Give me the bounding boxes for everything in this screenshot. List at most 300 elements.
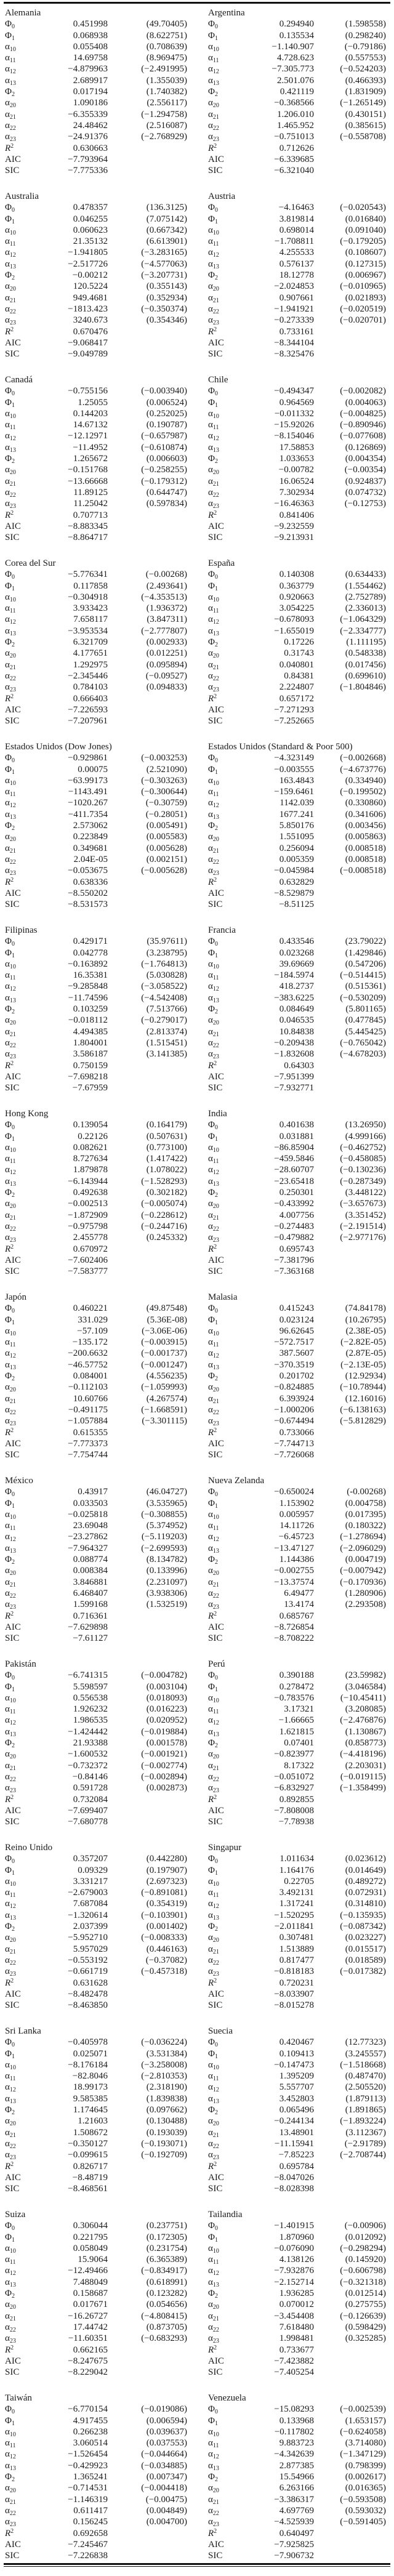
row-label-symbol: α bbox=[5, 1233, 10, 1243]
row-label-subscript: 2 bbox=[214, 2476, 218, 2484]
country-pair bbox=[0, 1659, 394, 1842]
row-label-symbol: α bbox=[5, 292, 10, 303]
coefficient-row bbox=[0, 2243, 197, 2254]
country-title-row bbox=[0, 925, 197, 936]
t-statistic: (0.018093) bbox=[146, 1693, 187, 1703]
coefficient-row bbox=[0, 2426, 197, 2437]
country-name: Francia bbox=[208, 925, 236, 935]
coefficient-row bbox=[0, 2254, 197, 2265]
t-statistic: (−4.808415) bbox=[141, 2311, 187, 2321]
row-label-subscript: 21 bbox=[9, 664, 16, 671]
row-label-symbol: AIC bbox=[208, 337, 224, 348]
coefficient-row bbox=[203, 2415, 394, 2426]
row-label-subscript: 20 bbox=[212, 1753, 219, 1761]
coefficient-row bbox=[203, 1876, 394, 1887]
coefficient-row bbox=[203, 18, 394, 30]
coefficient-row bbox=[203, 2232, 394, 2243]
t-statistic: (0.015517) bbox=[345, 1944, 386, 1954]
t-statistic: (−1.764813) bbox=[141, 959, 187, 969]
coefficient-row bbox=[203, 2183, 394, 2194]
t-statistic: (−0.514415) bbox=[340, 970, 386, 981]
row-label-symbol: Φ bbox=[208, 30, 215, 41]
coefficient-value: −8.047026 bbox=[274, 2172, 314, 2183]
coefficient-row bbox=[203, 1164, 394, 1175]
coefficient-value: 10.60766 bbox=[73, 1393, 108, 1404]
coefficient-value: −12.12971 bbox=[68, 431, 108, 441]
row-label-subscript: 12 bbox=[212, 2270, 219, 2277]
coefficient-row bbox=[0, 843, 197, 854]
t-statistic: (−2.708744) bbox=[340, 2150, 386, 2160]
coefficient-value: −383.6225 bbox=[274, 992, 314, 1003]
t-statistic: (0.355143) bbox=[146, 281, 187, 292]
row-label-symbol: Φ bbox=[5, 948, 12, 958]
country-title-row bbox=[0, 1842, 197, 1853]
row-label-subscript: 13 bbox=[212, 1731, 219, 1738]
row-label-subscript: 23 bbox=[9, 1420, 16, 1428]
coefficient-value: 0.390188 bbox=[279, 1670, 314, 1681]
coefficient-value: −8.229042 bbox=[68, 2367, 108, 2378]
row-label-symbol: α bbox=[5, 465, 10, 475]
coefficient-row bbox=[203, 2516, 394, 2527]
t-statistic: (0.515361) bbox=[345, 981, 386, 992]
coefficient-row bbox=[203, 1049, 394, 1060]
coefficient-row bbox=[0, 786, 197, 797]
t-statistic: (−0.624058) bbox=[340, 2426, 386, 2437]
coefficient-value: 8.17322 bbox=[284, 1760, 314, 1771]
coefficient-row bbox=[203, 715, 394, 727]
coefficient-value: −1.000206 bbox=[274, 1404, 314, 1415]
row-label-superscript: 2 bbox=[10, 2527, 14, 2535]
row-label-subscript: 21 bbox=[212, 1581, 219, 1588]
row-label-subscript: 22 bbox=[9, 491, 16, 499]
row-label-symbol: Φ bbox=[208, 753, 215, 763]
row-label-subscript: 23 bbox=[212, 320, 219, 327]
coefficient-value: −11.4952 bbox=[73, 442, 108, 453]
coefficient-value: 13.48901 bbox=[279, 2127, 314, 2138]
coefficient-value: −8.864717 bbox=[68, 533, 108, 543]
row-label-symbol: Φ bbox=[5, 454, 12, 464]
coefficient-value: 1.033653 bbox=[279, 454, 314, 464]
country-block bbox=[0, 2393, 197, 2561]
row-label-subscript: 11 bbox=[9, 1892, 16, 1899]
coefficient-value: 0.135534 bbox=[279, 30, 314, 41]
row-label-symbol: AIC bbox=[5, 2539, 21, 2550]
row-label-symbol: α bbox=[5, 132, 10, 142]
row-label-symbol: α bbox=[5, 1210, 10, 1220]
coefficient-value: −2.517726 bbox=[68, 259, 108, 269]
coefficient-row bbox=[203, 2071, 394, 2082]
row-label-subscript: 11 bbox=[9, 1158, 16, 1165]
coefficient-row bbox=[203, 1142, 394, 1153]
t-statistic: (−0.004418) bbox=[141, 2483, 187, 2493]
row-label-subscript: 10 bbox=[9, 596, 16, 603]
t-statistic: (2.38E-05) bbox=[345, 1326, 386, 1336]
coefficient-value: 0.256094 bbox=[279, 843, 314, 853]
coefficient-value: 0.046535 bbox=[279, 1015, 314, 1026]
row-label-symbol: AIC bbox=[5, 154, 21, 164]
coefficient-value: 0.576137 bbox=[279, 259, 314, 269]
row-label-subscript: 1 bbox=[214, 1502, 218, 1510]
country-name: México bbox=[5, 1476, 33, 1486]
row-label-subscript: 20 bbox=[9, 1937, 16, 1944]
coefficient-value: 1.292975 bbox=[73, 659, 108, 670]
coefficient-row bbox=[0, 2149, 197, 2160]
row-label-symbol: SIC bbox=[5, 716, 20, 727]
row-label-symbol: α bbox=[5, 53, 10, 63]
country-block bbox=[0, 1108, 197, 1277]
coefficient-row bbox=[203, 936, 394, 947]
row-label-symbol: Φ bbox=[5, 1498, 12, 1508]
country-name: Corea del Sur bbox=[5, 558, 56, 568]
coefficient-row bbox=[203, 843, 394, 854]
coefficient-row bbox=[203, 797, 394, 808]
coefficient-value: −7.405254 bbox=[274, 2367, 314, 2378]
row-label-subscript: 12 bbox=[9, 252, 16, 259]
row-label-symbol: Φ bbox=[5, 2232, 12, 2242]
t-statistic: (13.26950) bbox=[345, 1120, 386, 1130]
row-label-subscript: 0 bbox=[214, 2042, 218, 2049]
row-label-symbol: α bbox=[208, 1221, 213, 1231]
coefficient-value: 5.850176 bbox=[279, 821, 314, 831]
country-block bbox=[0, 2026, 197, 2194]
t-statistic: (−0.765042) bbox=[340, 1037, 386, 1048]
t-statistic: (−0.593508) bbox=[340, 2494, 386, 2505]
t-statistic: (0.001402) bbox=[146, 1922, 187, 1932]
row-label-symbol: α bbox=[208, 1566, 213, 1576]
t-statistic: (0.005583) bbox=[146, 832, 187, 842]
t-statistic: (8.134782) bbox=[146, 1555, 187, 1565]
row-label-superscript: 2 bbox=[10, 693, 14, 700]
coefficient-value: 0.920663 bbox=[279, 592, 314, 602]
row-label-symbol: Φ bbox=[5, 2037, 12, 2048]
row-label-subscript: 22 bbox=[9, 858, 16, 866]
row-label-symbol: α bbox=[5, 1693, 10, 1703]
coefficient-value: 0.638336 bbox=[73, 877, 108, 887]
t-statistic: (5.445425) bbox=[345, 1026, 386, 1037]
coefficient-row bbox=[203, 1393, 394, 1404]
coefficient-row bbox=[203, 2437, 394, 2449]
row-label-subscript: 10 bbox=[9, 963, 16, 970]
coefficient-row bbox=[203, 2082, 394, 2093]
coefficient-row bbox=[203, 2426, 394, 2437]
coefficient-row bbox=[203, 1966, 394, 1977]
row-label-symbol: Φ bbox=[5, 2472, 12, 2482]
coefficient-row bbox=[203, 659, 394, 670]
row-label-subscript: 1 bbox=[11, 34, 15, 42]
coefficient-value: 0.685767 bbox=[279, 1611, 314, 1621]
row-label-symbol: α bbox=[208, 992, 213, 1003]
coefficient-row bbox=[0, 1244, 197, 1255]
t-statistic: (4.267574) bbox=[146, 1393, 187, 1404]
row-label-superscript: 2 bbox=[214, 876, 217, 883]
row-label-symbol: α bbox=[5, 442, 10, 453]
t-statistic: (0.037553) bbox=[146, 2438, 187, 2449]
coefficient-row bbox=[0, 704, 197, 715]
t-statistic: (0.002151) bbox=[146, 854, 187, 864]
row-label-symbol: R bbox=[5, 143, 11, 153]
t-statistic: (74.84178) bbox=[345, 1303, 386, 1314]
coefficient-value: 1.153902 bbox=[279, 1498, 314, 1508]
coefficient-value: 0.817477 bbox=[279, 1955, 314, 1965]
coefficient-value: −0.661719 bbox=[68, 1966, 108, 1977]
row-label-symbol: α bbox=[5, 2266, 10, 2276]
row-label-subscript: 1 bbox=[11, 768, 15, 776]
row-label-symbol: Φ bbox=[5, 637, 12, 648]
coefficient-value: 0.733066 bbox=[279, 1427, 314, 1438]
coefficient-value: 1.174645 bbox=[73, 2105, 108, 2115]
coefficient-row bbox=[0, 1037, 197, 1049]
row-label-subscript: 0 bbox=[11, 2042, 15, 2049]
t-statistic: (−0.298294) bbox=[340, 2243, 386, 2253]
coefficient-row bbox=[0, 1382, 197, 1393]
row-label-symbol: α bbox=[5, 1955, 10, 1965]
row-label-subscript: 1 bbox=[11, 2420, 15, 2427]
row-label-symbol: α bbox=[208, 2150, 213, 2160]
row-label-symbol: AIC bbox=[208, 888, 224, 898]
coefficient-value: −0.405978 bbox=[68, 2037, 108, 2048]
coefficient-row bbox=[203, 131, 394, 142]
coefficient-value: 0.478357 bbox=[73, 203, 108, 213]
row-label-subscript: 20 bbox=[212, 2487, 219, 2495]
t-statistic: (−1.528293) bbox=[141, 1176, 187, 1186]
t-statistic: (1.891865) bbox=[345, 2105, 386, 2115]
coefficient-row bbox=[203, 682, 394, 693]
row-label-subscript: 12 bbox=[212, 1169, 219, 1177]
row-label-symbol: R bbox=[208, 1244, 214, 1254]
coefficient-row bbox=[0, 1771, 197, 1782]
country-name: Alemania bbox=[5, 8, 41, 18]
row-label-subscript: 21 bbox=[212, 2131, 219, 2139]
row-label-subscript: 0 bbox=[214, 574, 218, 581]
coefficient-value: 0.662165 bbox=[73, 2345, 108, 2355]
coefficient-value: −184.5974 bbox=[274, 970, 314, 981]
row-label-symbol: Φ bbox=[208, 1314, 215, 1325]
row-label-subscript: 20 bbox=[9, 469, 16, 477]
table-bottom-rule bbox=[4, 2563, 390, 2565]
coefficient-value: −8.028398 bbox=[274, 2184, 314, 2194]
coefficient-value: 0.201702 bbox=[279, 1371, 314, 1382]
country-pair bbox=[0, 191, 394, 374]
coefficient-row bbox=[0, 1142, 197, 1153]
coefficient-row bbox=[0, 809, 197, 820]
row-label-symbol: Φ bbox=[5, 2105, 12, 2115]
coefficient-value: 3.492131 bbox=[279, 1888, 314, 1898]
coefficient-value: −1813.423 bbox=[68, 304, 108, 314]
coefficient-value: −11.74596 bbox=[68, 992, 108, 1003]
row-label-subscript: 10 bbox=[9, 46, 16, 53]
coefficient-row bbox=[203, 2115, 394, 2127]
row-label-subscript: 13 bbox=[9, 630, 16, 637]
t-statistic: (0.014649) bbox=[345, 1865, 386, 1875]
coefficient-row bbox=[0, 109, 197, 120]
coefficient-row bbox=[0, 1588, 197, 1599]
t-statistic: (0.618991) bbox=[146, 2277, 187, 2287]
row-label-symbol: Φ bbox=[5, 2404, 12, 2415]
coefficient-row bbox=[203, 1611, 394, 1622]
row-label-symbol: α bbox=[208, 2333, 213, 2344]
row-label-subscript: 12 bbox=[212, 1720, 219, 1727]
row-label-subscript: 10 bbox=[9, 2247, 16, 2255]
row-label-symbol: α bbox=[208, 442, 213, 453]
t-statistic: (0.008518) bbox=[345, 843, 386, 853]
row-label-symbol: α bbox=[5, 248, 10, 258]
country-pair bbox=[0, 1292, 394, 1475]
coefficient-value: −0.025818 bbox=[68, 1509, 108, 1519]
country-block bbox=[0, 374, 197, 543]
coefficient-row bbox=[203, 603, 394, 614]
row-label-symbol: Φ bbox=[5, 1555, 12, 1565]
coefficient-value: 0.732084 bbox=[73, 1794, 108, 1805]
coefficient-value: 2.037399 bbox=[73, 1922, 108, 1932]
row-label-symbol: α bbox=[208, 1199, 213, 1209]
t-statistic: (1.417422) bbox=[146, 1154, 187, 1164]
row-label-subscript: 22 bbox=[9, 2143, 16, 2150]
row-label-subscript: 11 bbox=[212, 608, 219, 615]
t-statistic: (0.108607) bbox=[345, 248, 386, 258]
coefficient-value: 6.49477 bbox=[284, 1588, 314, 1598]
t-statistic: (0.298240) bbox=[345, 30, 386, 41]
country-name: Perú bbox=[208, 1659, 225, 1669]
row-label-symbol: α bbox=[208, 1404, 213, 1415]
row-label-symbol: AIC bbox=[5, 1071, 21, 1082]
coefficient-row bbox=[203, 704, 394, 715]
coefficient-row bbox=[203, 693, 394, 704]
row-label-symbol: Φ bbox=[208, 821, 215, 831]
coefficient-row bbox=[203, 1427, 394, 1438]
t-statistic: (1.598558) bbox=[345, 19, 386, 30]
row-label-subscript: 22 bbox=[212, 2143, 219, 2150]
coefficient-row bbox=[0, 1611, 197, 1622]
coefficient-value: 39.69669 bbox=[279, 959, 314, 969]
coefficient-row bbox=[203, 2288, 394, 2299]
coefficient-value: −7.363168 bbox=[274, 1266, 314, 1277]
t-statistic: (6.613901) bbox=[146, 236, 187, 247]
t-statistic: (−2.491995) bbox=[141, 64, 187, 74]
row-label-symbol: α bbox=[5, 1199, 10, 1209]
row-label-subscript: 11 bbox=[9, 1342, 16, 1349]
t-statistic: (−0.020543) bbox=[340, 203, 386, 213]
t-statistic: (0.002933) bbox=[146, 637, 187, 648]
coefficient-row bbox=[203, 1771, 394, 1782]
coefficient-value: 14.69758 bbox=[73, 53, 108, 63]
coefficient-value: −7.698218 bbox=[68, 1071, 108, 1082]
coefficient-value: 16.06524 bbox=[279, 476, 314, 486]
coefficient-value: −1.66665 bbox=[278, 1715, 314, 1726]
coefficient-row bbox=[0, 1749, 197, 1760]
row-label-subscript: 11 bbox=[212, 1158, 219, 1165]
row-label-symbol: α bbox=[5, 1348, 10, 1359]
coefficient-row bbox=[0, 1060, 197, 1071]
coefficient-value: −7.78938 bbox=[278, 1817, 314, 1827]
t-statistic: (−2.13E-05) bbox=[340, 1359, 386, 1370]
coefficient-value: 3.586187 bbox=[73, 1049, 108, 1060]
t-statistic: (0.302182) bbox=[146, 1188, 187, 1198]
coefficient-row bbox=[0, 715, 197, 727]
row-label-subscript: 13 bbox=[212, 630, 219, 637]
t-statistic: (0.094833) bbox=[146, 682, 187, 693]
row-label-subscript: 2 bbox=[11, 1559, 15, 1566]
country-title-row bbox=[0, 2393, 197, 2404]
row-label-subscript: 1 bbox=[11, 1319, 15, 1326]
country-name: Suiza bbox=[5, 2210, 26, 2220]
coefficient-value: −57.109 bbox=[77, 1326, 108, 1336]
t-statistic: (−0.891081) bbox=[141, 1888, 187, 1898]
row-label-subscript: 23 bbox=[9, 136, 16, 143]
row-label-subscript: 20 bbox=[212, 1387, 219, 1394]
row-label-subscript: 0 bbox=[11, 390, 15, 398]
coefficient-value: 23.69048 bbox=[73, 1521, 108, 1531]
coefficient-value: −9.049789 bbox=[68, 349, 108, 360]
row-label-symbol: α bbox=[208, 775, 213, 786]
row-label-subscript: 2 bbox=[214, 1742, 218, 1750]
t-statistic: (2.556117) bbox=[147, 98, 187, 108]
country-block bbox=[203, 1842, 394, 2011]
coefficient-row bbox=[0, 2471, 197, 2482]
coefficient-value: 0.088774 bbox=[73, 1555, 108, 1565]
coefficient-row bbox=[0, 2138, 197, 2149]
row-label-subscript: 23 bbox=[212, 2521, 219, 2529]
coefficient-value: −8.154046 bbox=[274, 431, 314, 441]
coefficient-row bbox=[0, 1119, 197, 1130]
t-statistic: (−0.002082) bbox=[340, 386, 386, 396]
row-label-subscript: 20 bbox=[212, 2120, 219, 2128]
t-statistic: (0.145920) bbox=[345, 2255, 386, 2265]
row-label-symbol: AIC bbox=[208, 1438, 224, 1449]
t-statistic: (5.374952) bbox=[146, 1521, 187, 1531]
coefficient-row bbox=[0, 1255, 197, 1266]
row-label-symbol: α bbox=[5, 1715, 10, 1726]
row-label-subscript: 20 bbox=[9, 1753, 16, 1761]
row-label-symbol: AIC bbox=[5, 2356, 21, 2366]
coefficient-row bbox=[0, 1989, 197, 2000]
t-statistic: (0.180322) bbox=[345, 1521, 386, 1531]
coefficient-row bbox=[203, 877, 394, 888]
row-label-subscript: 11 bbox=[9, 2442, 16, 2450]
t-statistic: (−1.278694) bbox=[340, 1532, 386, 1542]
t-statistic: (−1.668591) bbox=[141, 1404, 187, 1415]
coefficient-row bbox=[0, 348, 197, 360]
coefficient-row bbox=[203, 532, 394, 543]
row-label-superscript: 2 bbox=[214, 1427, 217, 1434]
coefficient-value: −0.002513 bbox=[68, 1199, 108, 1209]
row-label-subscript: 23 bbox=[9, 1971, 16, 1978]
row-label-superscript: 2 bbox=[214, 2160, 217, 2168]
coefficient-row bbox=[0, 2232, 197, 2243]
coefficient-value: 0.084649 bbox=[279, 1004, 314, 1015]
coefficient-value: 14.67132 bbox=[73, 420, 108, 430]
coefficient-value: 0.630663 bbox=[73, 143, 108, 153]
row-label-subscript: 20 bbox=[9, 2120, 16, 2128]
t-statistic: (−0.37082) bbox=[145, 1955, 187, 1965]
row-label-symbol: AIC bbox=[5, 2172, 21, 2183]
row-label-subscript: 20 bbox=[9, 2304, 16, 2311]
coefficient-row bbox=[0, 18, 197, 30]
coefficient-value: 418.2737 bbox=[279, 981, 314, 992]
coefficient-row bbox=[203, 752, 394, 763]
t-statistic: (1.078022) bbox=[146, 1165, 187, 1175]
row-label-subscript: 1 bbox=[11, 218, 15, 225]
row-label-symbol: α bbox=[208, 1577, 213, 1587]
coefficient-value: 17.58853 bbox=[279, 442, 314, 453]
row-label-subscript: 10 bbox=[9, 1513, 16, 1521]
coefficient-value: −0.112103 bbox=[68, 1382, 108, 1393]
coefficient-value: 1.365241 bbox=[73, 2472, 108, 2482]
coefficient-value: −200.6632 bbox=[68, 1348, 108, 1359]
t-statistic: (3.245557) bbox=[345, 2048, 386, 2059]
row-label-symbol: α bbox=[5, 1760, 10, 1771]
row-label-subscript: 12 bbox=[212, 1903, 219, 1910]
coefficient-row bbox=[203, 1348, 394, 1359]
